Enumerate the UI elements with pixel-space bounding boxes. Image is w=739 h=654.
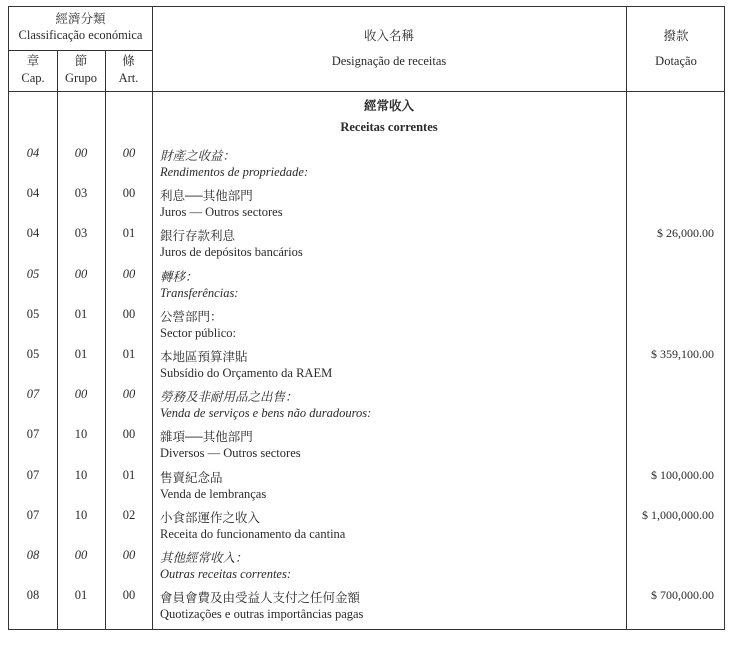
header-classification-pt: Classificação económica (18, 28, 143, 42)
grupo-cell: 00 (74, 548, 88, 562)
designation-pt: Outras receitas correntes: (160, 567, 291, 581)
header-classification-zh: 經濟分類 (55, 12, 106, 26)
amount-cell: $ 359,100.00 (651, 347, 714, 361)
art-cell: 01 (122, 467, 136, 482)
designation-zh: 小食部運作之收入 (160, 510, 261, 525)
amount-cell: $ 100,000.00 (651, 467, 714, 482)
designation-pt: Subsídio do Orçamento da RAEM (160, 366, 333, 380)
divider-designation-dotacao (626, 7, 627, 629)
grupo-cell: 01 (74, 347, 88, 361)
cap-cell: 07 (26, 507, 40, 522)
designation-zh: 雜項──其他部門 (160, 430, 253, 445)
designation-zh: 銀行存款利息 (160, 229, 236, 244)
cap-cell: 07 (26, 427, 40, 442)
designation-pt: Diversos — Outros sectores (160, 446, 301, 461)
designation-zh: 本地區預算津貼 (160, 350, 248, 364)
grupo-cell: 03 (74, 186, 88, 201)
header-art-pt: Art. (118, 71, 139, 85)
designation-pt: Receita do funcionamento da cantina (160, 526, 346, 541)
revenue-table (8, 6, 725, 630)
grupo-cell: 01 (74, 588, 88, 603)
grupo-cell: 10 (74, 467, 88, 482)
grupo-cell: 03 (74, 226, 88, 241)
art-cell: 00 (122, 266, 136, 281)
designation-zh: 會員會費及由受益人支付之任何金額 (160, 591, 361, 606)
art-cell: 00 (122, 427, 136, 442)
amount-cell: $ 1,000,000.00 (642, 507, 714, 522)
cap-cell: 05 (26, 266, 40, 281)
amount-cell: $ 26,000.00 (657, 226, 714, 241)
grupo-cell: 10 (74, 507, 88, 522)
grupo-cell: 00 (74, 146, 88, 160)
header-art-zh: 條 (122, 54, 135, 68)
section-title-pt: Receitas correntes (340, 120, 438, 134)
art-cell: 01 (122, 347, 136, 361)
art-cell: 01 (122, 226, 136, 241)
designation-zh: 勞務及非耐用品之出售： (160, 390, 298, 405)
cap-cell: 07 (26, 387, 40, 402)
designation-zh: 財產之收益： (160, 149, 236, 163)
designation-pt: Transferências: (160, 285, 239, 300)
designation-zh: 轉移： (160, 269, 198, 284)
grupo-cell: 00 (74, 387, 88, 402)
art-cell: 00 (122, 387, 136, 402)
designation-pt: Venda de lembranças (160, 486, 267, 501)
designation-zh: 其他經常收入： (160, 551, 248, 565)
amount-cell: $ 700,000.00 (651, 588, 714, 603)
grupo-cell: 00 (74, 266, 88, 281)
designation-pt: Juros — Outros sectores (160, 205, 283, 220)
designation-pt: Venda de serviços e bens não duradouros: (160, 406, 372, 421)
grupo-cell: 10 (74, 427, 88, 442)
header-cap-zh: 章 (26, 54, 40, 68)
header-designation-pt: Designação de receitas (331, 54, 447, 68)
art-cell: 00 (122, 146, 136, 160)
divider-cap-grupo (57, 50, 58, 629)
art-cell: 02 (122, 507, 136, 522)
designation-pt: Quotizações e outras importâncias pagas (160, 607, 364, 622)
cap-cell: 05 (26, 306, 40, 321)
designation-zh: 利息──其他部門 (160, 189, 253, 204)
cap-cell: 04 (26, 146, 40, 160)
header-grupo-zh: 節 (74, 54, 88, 68)
header-cap-pt: Cap. (21, 71, 45, 85)
designation-pt: Rendimentos de propriedade: (160, 165, 309, 179)
art-cell: 00 (122, 306, 136, 321)
header-grupo-pt: Grupo (65, 71, 97, 85)
divider-classification-sub (9, 50, 152, 51)
designation-zh: 售賣紀念品 (160, 470, 223, 485)
header-dotacao-pt: Dotação (655, 54, 697, 68)
designation-zh: 公營部門： (160, 309, 223, 324)
designation-pt: Juros de depósitos bancários (160, 245, 303, 260)
cap-cell: 08 (26, 548, 40, 562)
cap-cell: 08 (26, 588, 40, 603)
cap-cell: 07 (26, 467, 40, 482)
cap-cell: 04 (26, 186, 40, 201)
section-title-zh: 經常收入 (363, 99, 414, 113)
designation-pt: Sector público: (160, 325, 237, 340)
grupo-cell: 01 (74, 306, 88, 321)
divider-grupo-art (105, 50, 106, 629)
header-designation-zh: 收入名稱 (363, 29, 414, 43)
cap-cell: 04 (26, 226, 40, 241)
art-cell: 00 (122, 588, 136, 603)
divider-header-body (9, 91, 724, 92)
art-cell: 00 (122, 548, 136, 562)
cap-cell: 05 (26, 347, 40, 361)
header-dotacao-zh: 撥款 (663, 29, 689, 43)
art-cell: 00 (122, 186, 136, 201)
